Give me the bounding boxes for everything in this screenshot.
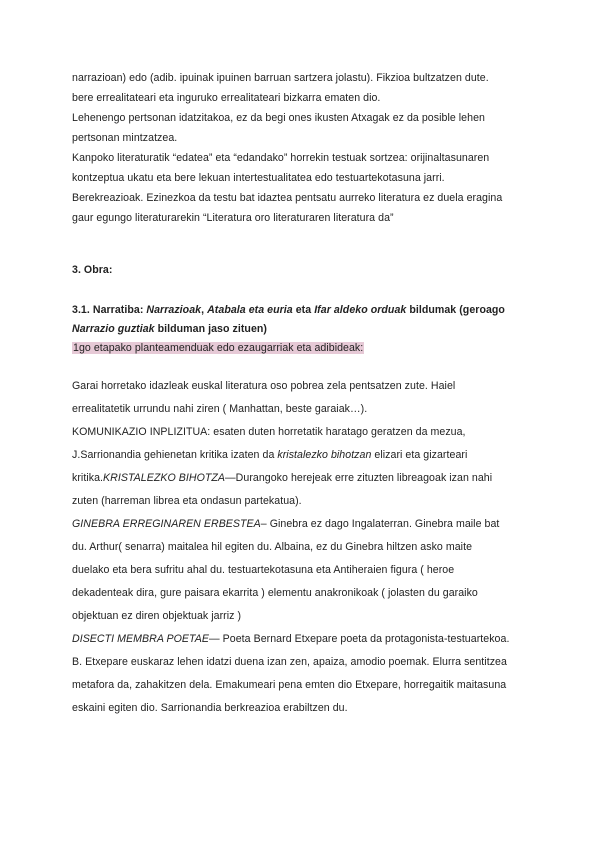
text-line bbox=[72, 517, 499, 531]
heading-suffix: bildumak (geroago bbox=[406, 304, 505, 316]
italic-title: DISECTI MEMBRA POETAE bbox=[72, 633, 210, 645]
highlight-text: 1go etapako planteamenduak edo ezaugarriak eta adibideak: bbox=[73, 342, 364, 354]
text-line: kontzeptua ukatu eta bere lekuan intertestualitatea edo testuartekotasuna jarri. bbox=[72, 172, 445, 184]
text-line: gaur egungo literaturarekin “Literatura oro literaturaren literatura da” bbox=[72, 212, 394, 224]
heading-prefix: 3.1. Narratiba: bbox=[72, 304, 147, 316]
highlighted-line bbox=[72, 341, 364, 355]
text-line: objektuan ez diren objektuak jarriz ) bbox=[72, 610, 242, 622]
text-span: elizari eta gizarteari bbox=[371, 449, 468, 461]
text-line: narrazioan) edo (adib. ipuinak ipuinen barruan sartzera jolastu). Fikzioa bultzatzen dute. bbox=[72, 72, 489, 84]
conjunction: eta bbox=[292, 304, 315, 316]
text-line bbox=[72, 448, 467, 462]
text-line: Berekreazioak. Ezinezkoa da testu bat idaztea pentsatu aurreko literatura ez duela eragina bbox=[72, 192, 503, 204]
heading-rest: bilduman jaso zituen) bbox=[154, 323, 267, 335]
text-line bbox=[72, 632, 509, 646]
italic-title: KRISTALEZKO BIHOTZA bbox=[103, 472, 226, 484]
text-line: bere errealitateari eta inguruko errealitateari bizkarra ematen dio. bbox=[72, 92, 381, 104]
text-span: – Ginebra ez dago Ingalaterran. Ginebra maile bat bbox=[260, 518, 500, 530]
text-line: duelako eta bera sufritu ahal du. testuartekotasuna eta Antiheraien figura ( heroe bbox=[72, 564, 455, 576]
work-title: Narrazio guztiak bbox=[72, 323, 155, 335]
text-span: — Poeta Bernard Etxepare poeta da protagonista-testuartekoa. bbox=[209, 633, 510, 645]
text-line: Kanpoko literaturatik “edatea” eta “edandako” horrekin testuak sortzea: orijinaltasunaren bbox=[72, 152, 490, 164]
text-line: Garai horretako idazleak euskal literatura oso pobrea zela pentsatzen zute. Haiel bbox=[72, 380, 456, 392]
subsection-heading-line2 bbox=[72, 322, 267, 336]
italic-title: GINEBRA ERREGINAREN ERBESTEA bbox=[72, 518, 261, 530]
work-title: Ifar aldeko orduak bbox=[314, 304, 407, 316]
text-line: B. Etxepare euskaraz lehen idatzi duena izan zen, apaiza, amodio poemak. Elurra sentitzea bbox=[72, 656, 507, 668]
text-line: dekadenteak dira, gure paisara ekarrita ) elementu anakronikoak ( jolasten du garaiko bbox=[72, 587, 478, 599]
text-line: pertsonan mintzatzea. bbox=[72, 132, 178, 144]
text-line: eskaini egiten dio. Sarrionandia berkreazioa erabiltzen du. bbox=[72, 702, 348, 714]
text-span: kritika. bbox=[72, 472, 104, 484]
italic-title: kristalezko bihotzan bbox=[277, 449, 372, 461]
text-line bbox=[72, 471, 492, 485]
text-span: J.Sarrionandia gehienetan kritika izaten da bbox=[72, 449, 278, 461]
text-line: du. Arthur( senarra) maitalea hil egiten du. Albaina, ez du Ginebra hiltzen asko maite bbox=[72, 541, 473, 553]
text-line: KOMUNIKAZIO INPLIZITUA: esaten duten horretatik haratago geratzen da mezua, bbox=[72, 426, 466, 438]
subsection-heading-narrativa bbox=[72, 303, 505, 317]
separator: , bbox=[201, 304, 208, 316]
text-line: errealitatetik urrundu nahi ziren ( Manhattan, beste garaiak…). bbox=[72, 403, 368, 415]
text-line: Lehenengo pertsonan idatzitakoa, ez da begi ones ikusten Atxagak ez da posible lehen bbox=[72, 112, 485, 124]
work-title: Narrazioak bbox=[146, 304, 202, 316]
text-span: —Durangoko herejeak erre zituzten libreagoak izan nahi bbox=[225, 472, 493, 484]
work-title: Atabala eta euria bbox=[207, 304, 293, 316]
text-line: metafora da, zahakitzen dela. Emakumeari pena emten dio Etxepare, horregaitik maitasuna bbox=[72, 679, 507, 691]
text-line: zuten (harreman librea eta ondasun partekatua). bbox=[72, 495, 302, 507]
section-heading-obra: 3. Obra: bbox=[72, 264, 113, 276]
